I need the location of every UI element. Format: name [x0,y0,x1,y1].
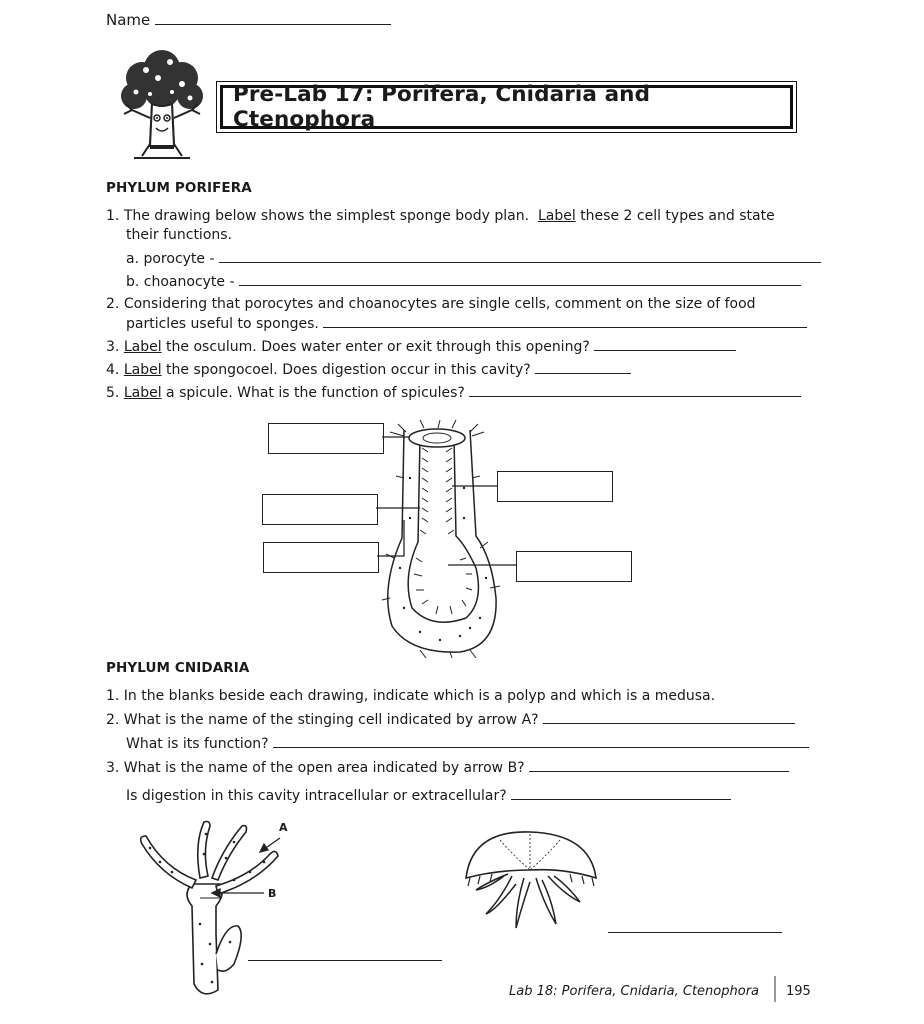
name-text: Name [106,11,151,29]
cnidaria-heading: PHYLUM CNIDARIA [106,660,250,676]
q3-num: 3. [106,339,120,355]
footer-title: Lab 18: Porifera, Cnidaria, Ctenophora [509,984,760,999]
q5-text: a spicule. What is the function of spicules? [166,385,465,401]
page-number: 195 [786,984,811,999]
footer-divider [774,976,776,1002]
medusa-answer-line[interactable] [608,918,782,933]
q1-text-a: The drawing below shows the simplest sponge body plan. [123,208,530,224]
polyp-answer-line[interactable] [248,946,442,961]
q1-label-word: Label [537,208,576,224]
porocyte-label: a. porocyte - [126,251,215,267]
cnidaria-q3b-text: Is digestion in this cavity intracellular or extracellular? [126,788,507,804]
q2-num: 2. [106,296,120,312]
cnidaria-q2-text: 2. What is the name of the stinging cell indicated by arrow A? [106,712,539,728]
choanocyte-label: b. choanocyte - [126,274,235,290]
q2-text-b: particles useful to sponges. [126,316,319,332]
q3-label-word: Label [123,339,162,355]
q1-text-b: these 2 cell types and state [580,208,775,224]
cnidaria-q1: 1. In the blanks beside each drawing, indicate which is a polyp and which is a medusa. [106,688,716,704]
arrow-a-label: A [279,821,288,834]
cnidaria-q2b-text: What is its function? [126,736,269,752]
porifera-heading: PHYLUM PORIFERA [106,180,252,196]
medusa-drawing [460,830,602,930]
q5-num: 5. [106,385,120,401]
page-title: Pre-Lab 17: Porifera, Cnidaria and Ctenophora [220,85,793,129]
arrow-b-label: B [268,887,277,900]
q4-label-word: Label [123,362,162,378]
q2-text-a: Considering that porocytes and choanocytes are single cells, comment on the size of food [123,296,756,312]
cnidaria-q3-text: 3. What is the name of the open area indicated by arrow B? [106,760,525,776]
q4-text: the spongocoel. Does digestion occur in this cavity? [166,362,531,378]
q4-num: 4. [106,362,120,378]
q3-text: the osculum. Does water enter or exit through this opening? [166,339,590,355]
q1-num: 1. [106,208,120,224]
q5-label-word: Label [123,385,162,401]
porifera-q1-cont: their functions. [126,227,233,243]
